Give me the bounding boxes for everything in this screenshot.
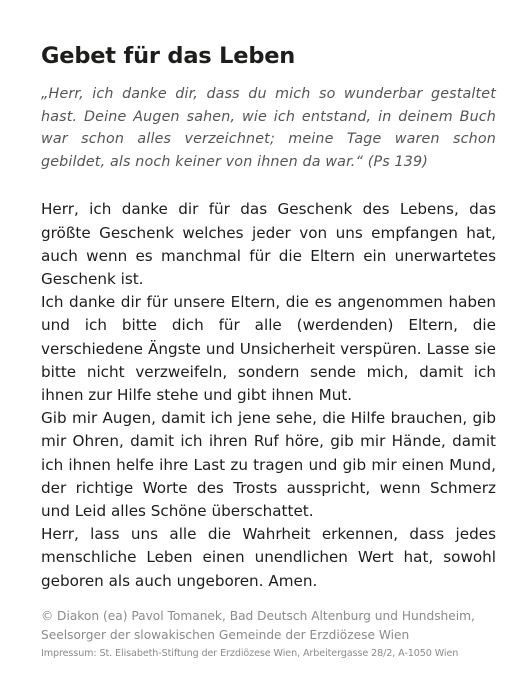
prayer-paragraph: Herr, lass uns alle die Wahrheit erkennen, dass jedes menschliche Leben einen unendlichen Wert hat, sowohl geboren als auch ungeboren. Amen. [41,525,496,590]
prayer-paragraph: Herr, ich danke dir für das Geschenk des Lebens, das größte Geschenk welches jeder von uns empfangen hat, auch wenn es manchmal für die Eltern ein unerwartetes Geschenk ist. [41,200,496,288]
author-credit [41,607,496,646]
page-title: Gebet für das Leben [41,43,296,69]
prayer-text [41,198,496,592]
prayer-paragraph: Gib mir Augen, damit ich jene sehe, die Hilfe brauchen, gib mir Ohren, damit ich ihren Ruf höre, gib mir Hände, damit ich ihnen helfe ihre Last zu tragen und gib mir einen Mund, der richtige Worte des Trosts ausspricht, wenn Schmerz und Leid alles Schöne überschattet. [41,409,496,521]
author-credit-line: Seelsorger der slowakischen Gemeinde der Erzdiözese Wien [41,628,410,643]
imprint: Impressum: St. Elisabeth-Stiftung der Erzdiözese Wien, Arbeitergasse 28/2, A-1050 Wien [41,647,459,659]
footer [41,607,496,661]
psalm-quote: „Herr, ich danke dir, dass du mich so wunderbar gestaltet hast. Deine Augen sahen, wie ich entstand, in deinem Buch war schon alles verzeichnet; meine Tage waren schon gebildet, als noch keiner von ihnen da war.“ (Ps 139) [41,86,496,170]
prayer-paragraph: Ich danke dir für unsere Eltern, die es angenommen haben und ich bitte dich für alle (werdenden) Eltern, die verschiedene Ängste und Unsicherheit verspüren. Lasse sie bitte nicht verzweifeln, sondern sende mich, damit ich ihnen zur Hilfe stehe und gibt ihnen Mut. [41,293,496,404]
author-credit-line: © Diakon (ea) Pavol Tomanek, Bad Deutsch Altenburg und Hundsheim, [41,608,475,623]
